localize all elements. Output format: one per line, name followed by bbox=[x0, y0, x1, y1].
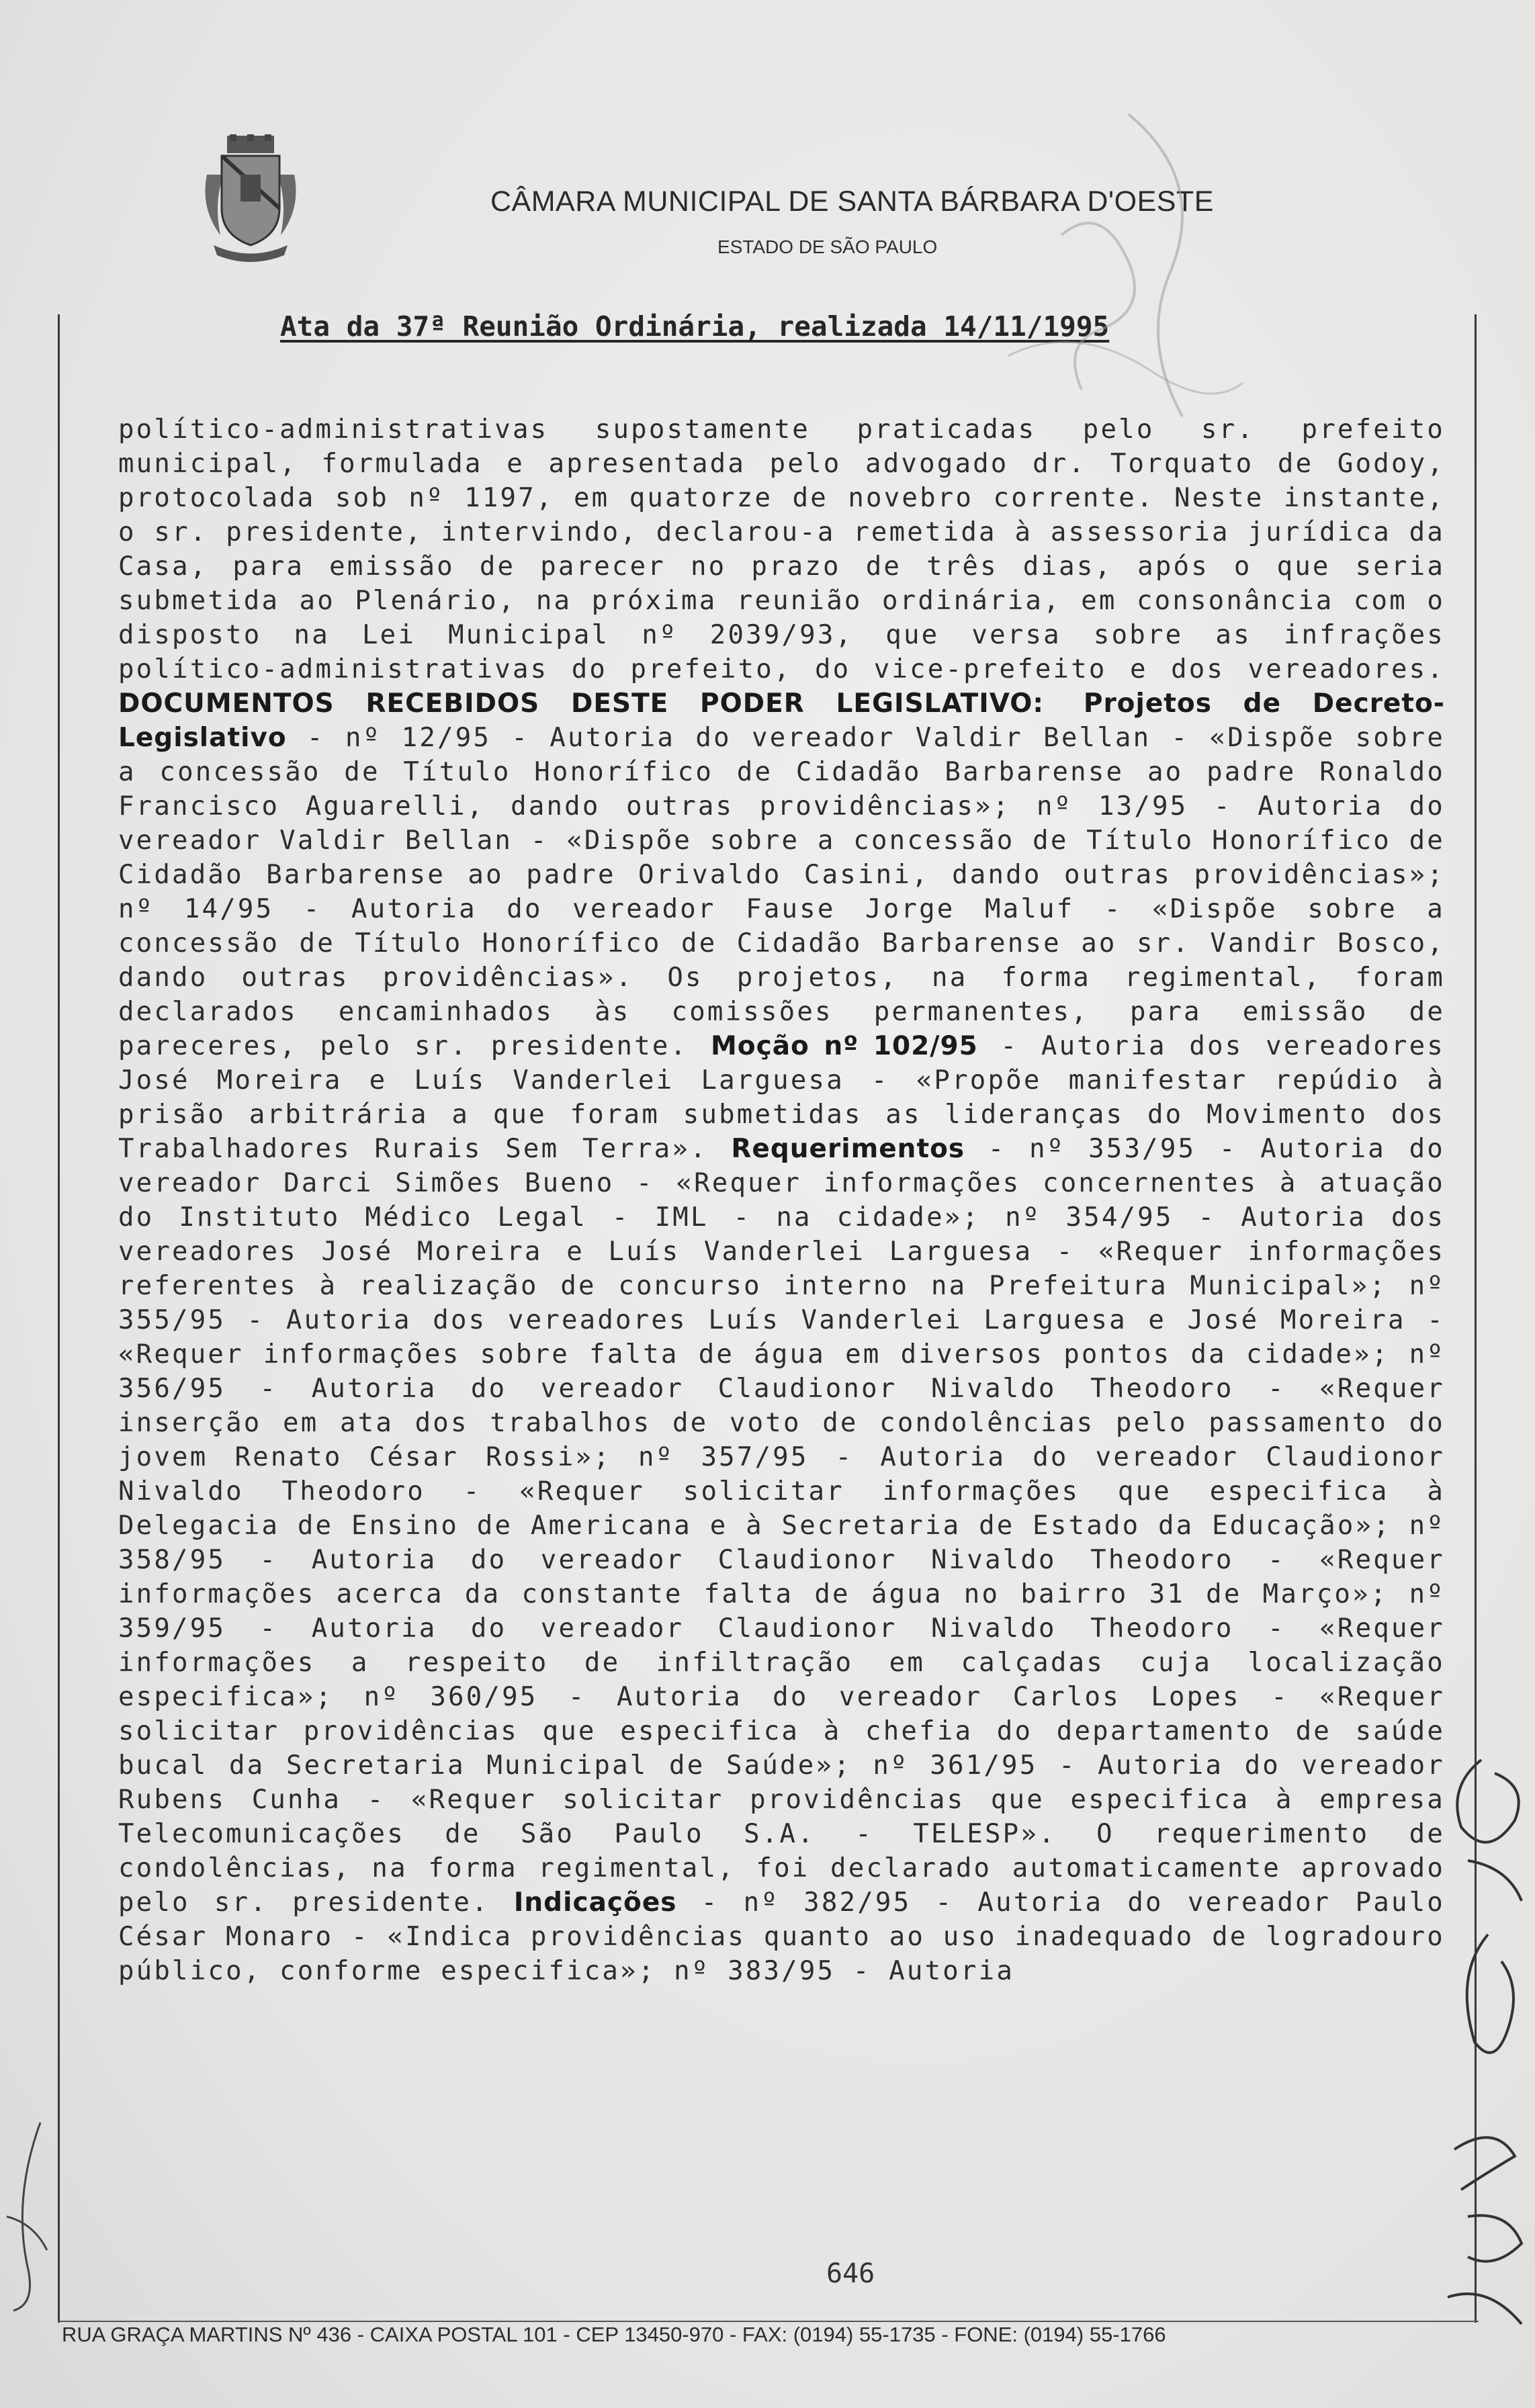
footer-divider bbox=[58, 2321, 1479, 2322]
handwritten-initials-right bbox=[1441, 1746, 1532, 2351]
heading-decree-projects: Projetos de Decreto-Legislativo bbox=[118, 688, 1445, 753]
paragraph-intro: político-administrativas supostamente praticadas pelo sr. prefeito municipal, formulada e apresentada pelo advogado dr. Torquato de Godoy, protocolada sob nº 1197, em quatorze de novebro corrente. Neste instante, o sr. presidente, intervindo, declarou-a remetida à assessoria jurídica da Casa, para emissão de parecer no prazo de três dias, após o que seria submetida ao Plenário, na próxima reunião ordinária, em consonância com o disposto na Lei Municipal nº 2039/93, que versa sobre as infrações político-administrativas do prefeito, do vice-prefeito e dos vereadores. bbox=[118, 414, 1445, 684]
minutes-title: Ata da 37ª Reunião Ordinária, realizada 14/11/1995 bbox=[280, 310, 1110, 343]
heading-motion: Moção nº 102/95 bbox=[710, 1031, 978, 1061]
heading-indications: Indicações bbox=[513, 1887, 677, 1918]
paragraph-requests: - nº 353/95 - Autoria do vereador Darci Simões Bueno - «Requer informações concernentes à atuação do Instituto Médico Legal - IML - na cidade»; nº 354/95 - Autoria dos vereadores José Moreira e Luís Vanderlei Larguesa - «Requer informações referentes à realização de concurso interno na Prefeitura Municipal»; nº 355/95 - Autoria dos vereadores Luís Vanderlei Larguesa e José Moreira - «Requer informações sobre falta de água em diversos pontos da cidade»; nº 356/95 - Autoria do vereador Claudionor Nivaldo Theodoro - «Requer inserção em ata dos trabalhos de voto de condolências pelo passamento do jovem Renato César Rossi»; nº 357/95 - Autoria do vereador Claudionor Nivaldo Theodoro - «Requer solicitar informações que especifica à Delegacia de Ensino de Americana e à Secretaria de Estado da Educação»; nº 358/95 - Autoria do vereador Claudionor Nivaldo Theodoro - «Requer informações acerca da constante falta de água no bairro 31 de Março»; nº 359/95 - Autoria do vereador Claudionor Nivaldo Theodoro - «Requer informações a respeito de infiltração em calçadas cuja localização especifica»; nº 360/95 - Autoria do vereador Carlos Lopes - «Requer solicitar providências que especifica à chefia do departamento de saúde bucal da Secretaria Municipal de Saúde»; nº 361/95 - Autoria do vereador Rubens Cunha - «Requer solicitar providências que especifica à empresa Telecomunicações de São Paulo S.A. - TELESP». O requerimento de condolências, na forma regimental, foi declarado automaticamente aprovado pelo sr. presidente. bbox=[118, 1134, 1445, 1918]
handwritten-mark-left bbox=[0, 2116, 54, 2317]
footer-address: RUA GRAÇA MARTINS Nº 436 - CAIXA POSTAL 101 - CEP 13450-970 - FAX: (0194) 55-1735 - FONE: (0194) 55-1766 bbox=[62, 2323, 1166, 2346]
paragraph-motion: - Autoria dos vereadores José Moreira e Luís Vanderlei Larguesa - «Propõe manifestar repúdio à prisão arbitrária a que foram submetidas as lideranças do Movimento dos Trabalhadores Rurais Sem Terra». bbox=[118, 1031, 1445, 1164]
institution-name: CÂMARA MUNICIPAL DE SANTA BÁRBARA D'OESTE bbox=[490, 185, 1214, 218]
state-name: ESTADO DE SÃO PAULO bbox=[717, 236, 938, 257]
paragraph-indications: - nº 382/95 - Autoria do vereador Paulo César Monaro - «Indica providências quanto ao uso inadequado de logradouro público, conforme especifica»; nº 383/95 - Autoria bbox=[118, 1887, 1445, 1986]
coat-of-arms-icon bbox=[200, 134, 301, 262]
right-margin-rule bbox=[1475, 314, 1477, 2323]
paragraph-decree-projects: - nº 12/95 - Autoria do vereador Valdir Bellan - «Dispõe sobre a concessão de Título Honorífico de Cidadão Barbarense ao padre Ronaldo Francisco Aguarelli, dando outras providências»; nº 13/95 - Autoria do vereador Valdir Bellan - «Dispõe sobre a concessão de Título Honorífico de Cidadão Barbarense ao padre Orivaldo Casini, dando outras providências»; nº 14/95 - Autoria do vereador Fause Jorge Maluf - «Dispõe sobre a concessão de Título Honorífico de Cidadão Barbarense ao sr. Vandir Bosco, dando outras providências». Os projetos, na forma regimental, foram declarados encaminhados às comissões permanentes, para emissão de pareceres, pelo sr. presidente. bbox=[118, 723, 1445, 1061]
section-heading-documents: DOCUMENTOS RECEBIDOS DESTE PODER LEGISLATIVO: bbox=[118, 688, 1045, 719]
page-number: 646 bbox=[826, 2258, 875, 2289]
minutes-body bbox=[118, 412, 1445, 1988]
heading-requests: Requerimentos bbox=[731, 1134, 965, 1164]
left-margin-rule bbox=[58, 314, 60, 2323]
